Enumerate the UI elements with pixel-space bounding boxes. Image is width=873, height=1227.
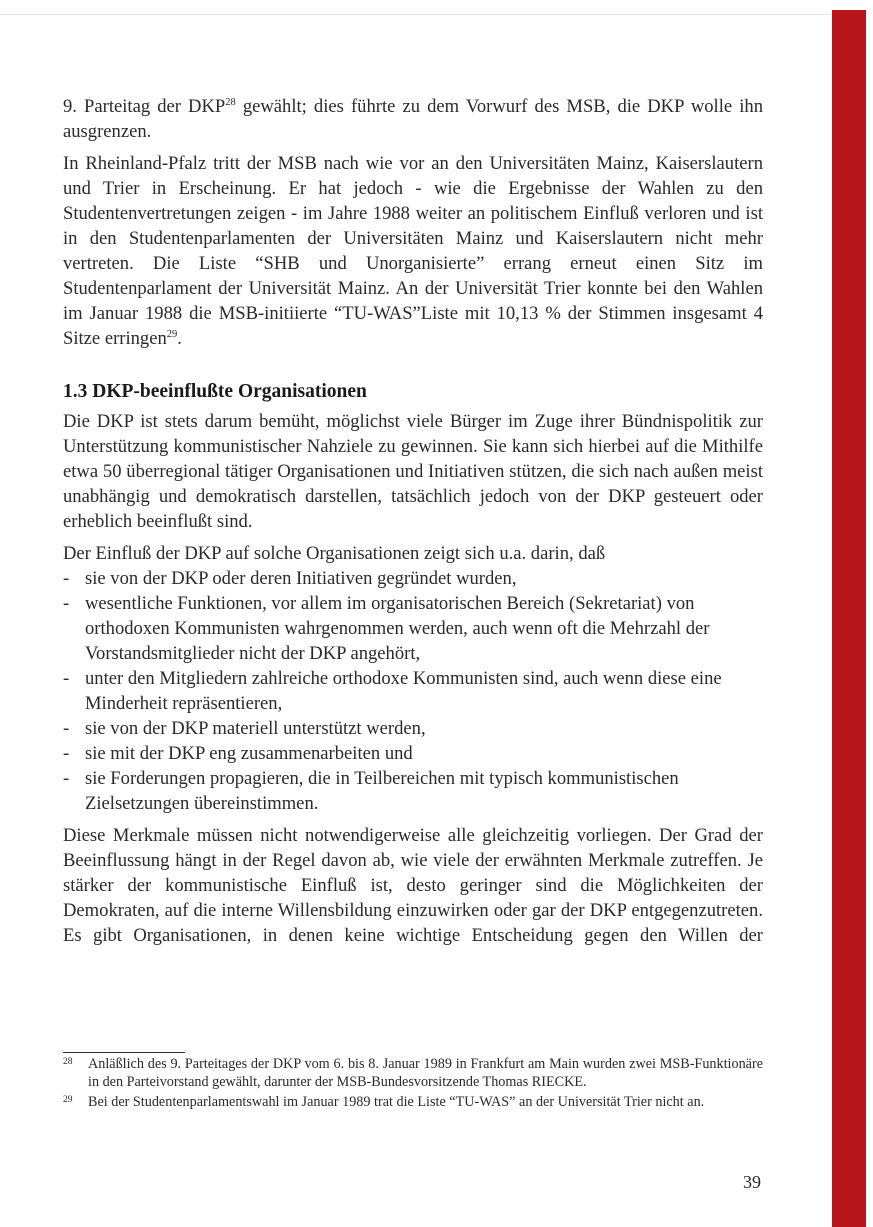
- footnotes: [63, 1056, 763, 1112]
- footnote-separator: [63, 1052, 185, 1053]
- page-edge-rule: [0, 14, 832, 15]
- list-item: - sie von der DKP oder deren Initiativen gegründet wurden,: [63, 566, 763, 591]
- footnote-ref-29: 29: [166, 329, 178, 340]
- footnote-number: 28: [63, 1057, 73, 1067]
- footnote-ref-28: 28: [225, 97, 236, 108]
- section-heading: 1.3 DKP-beeinflußte Organisationen: [63, 381, 367, 402]
- influence-lead: Der Einfluß der DKP auf solche Organisationen zeigt sich u.a. darin, daß: [63, 543, 606, 564]
- page-number: 39: [743, 1172, 761, 1192]
- list-item: - sie von der DKP materiell unterstützt werden,: [63, 716, 763, 741]
- page-body: [63, 94, 763, 948]
- carryover-paragraph: 9. Parteitag der DKP$^{28}$ gewählt; dies führte zu dem Vorwurf des MSB, die DKP wolle ihn ausgrenzen.: [63, 96, 763, 142]
- criteria-paragraph: Diese Merkmale müssen nicht notwendigerweise alle gleichzeitig vorliegen. Der Grad der Beeinflussung hängt in der Regel davon ab, wie viele der erwähnten Merkmale zutreffen. Je stärker der kommunistische Einfluß ist, desto geringer sind die Möglichkeiten der Demokraten, auf die interne Willensbildung einzuwirken oder gar der DKP entgegenzutreten. Es gibt Organisationen, in denen keine wichtige Entscheidung gegen den Willen der: [63, 825, 763, 946]
- footnote-text: Bei der Studentenparlamentswahl im Januar 1989 trat die Liste “TU-WAS” an der Universität Trier nicht an.: [88, 1094, 705, 1110]
- influence-list: [63, 566, 763, 816]
- rheinland-pfalz-paragraph: In Rheinland-Pfalz tritt der MSB nach wie vor an den Universitäten Mainz, Kaiserslautern und Trier in Erscheinung. Er hat jedoch - wie die Ergebnisse der Wahlen zu den Studentenvertretungen zeigen - im Jahre 1988 weiter an politischem Einfluß verloren und ist in den Studentenparlamenten der Universitäten Mainz und Kaiserslautern nicht mehr vertreten. Die Liste “SHB und Unorganisierte” errang erneut einen Sitz im Studentenparlament der Universität Mainz. An der Universität Trier konnte bei den Wahlen im Januar 1988 die MSB-initiierte “TU-WAS”Liste mit 10,13 % der Stimmen insgesamt 4 Sitze erringen$^{29}$.: [63, 153, 763, 349]
- list-item: - unter den Mitgliedern zahlreiche orthodoxe Kommunisten sind, auch wenn diese eine Minderheit repräsentieren,: [63, 666, 763, 716]
- page-edge-red-bar: [832, 10, 866, 1227]
- list-item: - wesentliche Funktionen, vor allem im organisatorischen Bereich (Sekretariat) von orthodoxen Kommunisten wahrgenommen werden, auch wenn oft die Mehrzahl der Vorstandsmitglieder nicht der DKP angehört,: [63, 591, 763, 666]
- footnote-text: Anläßlich des 9. Parteitages der DKP vom 6. bis 8. Januar 1989 in Frankfurt am Main wurden zwei MSB-Funktionäre in den Parteivorstand gewählt, darunter der MSB-Bundesvorsitzende Thomas RIECKE.: [88, 1056, 763, 1090]
- footnote-number: 29: [63, 1095, 73, 1105]
- footnote-29: [63, 1094, 763, 1112]
- footnote-28: [63, 1056, 763, 1091]
- list-item: - sie mit der DKP eng zusammenarbeiten und: [63, 741, 763, 766]
- list-item: - sie Forderungen propagieren, die in Teilbereichen mit typisch kommunistischen Zielsetzungen übereinstimmen.: [63, 766, 763, 816]
- intro-paragraph: Die DKP ist stets darum bemüht, möglichst viele Bürger im Zuge ihrer Bündnispolitik zur Unterstützung kommunistischer Nahziele zu gewinnen. Sie kann sich hierbei auf die Mithilfe etwa 50 überregional tätiger Organisationen und Initiativen stützen, die sich nach außen meist unabhängig und demokratisch darstellen, tatsächlich jedoch von der DKP gesteuert oder erheblich beeinflußt sind.: [63, 411, 763, 532]
